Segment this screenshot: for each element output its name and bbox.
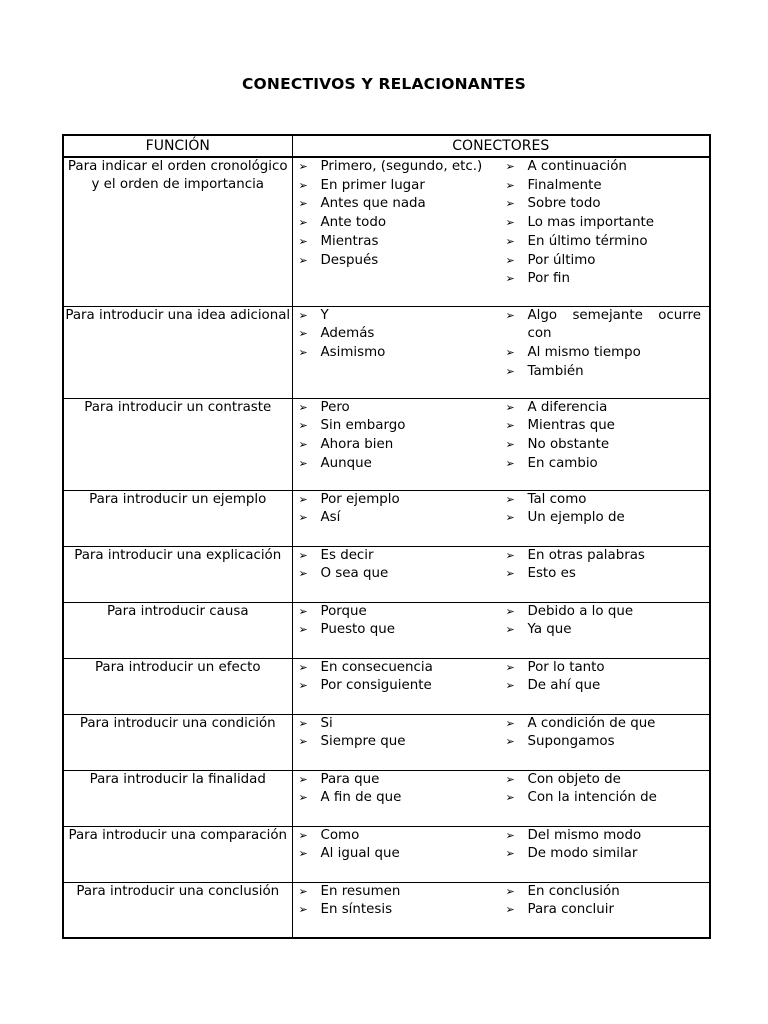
connector-item xyxy=(506,455,702,474)
function-cell: Para introducir la finalidad xyxy=(63,770,292,826)
arrow-bullet-icon: ➢ xyxy=(505,772,515,786)
connectors-cell xyxy=(292,826,710,882)
connector-list-left xyxy=(299,307,506,382)
function-cell: Para introducir una comparación xyxy=(63,826,292,882)
connector-text: Ahora bien xyxy=(320,436,394,452)
connectors-cell xyxy=(292,546,710,602)
connector-text: No obstante xyxy=(527,436,610,452)
connector-list-right xyxy=(506,883,702,920)
connector-item xyxy=(299,901,506,920)
connectors-cell xyxy=(292,306,710,398)
arrow-bullet-icon: ➢ xyxy=(505,456,515,470)
arrow-bullet-icon: ➢ xyxy=(298,735,308,749)
connector-text: Así xyxy=(320,510,341,526)
function-cell: Para introducir una condición xyxy=(63,714,292,770)
arrow-bullet-icon: ➢ xyxy=(298,160,308,173)
connector-list-left xyxy=(299,158,506,289)
connector-text: En cambio xyxy=(527,455,598,471)
arrow-bullet-icon: ➢ xyxy=(298,567,308,581)
connector-item xyxy=(506,195,702,214)
connector-text: Esto es xyxy=(527,566,576,582)
arrow-bullet-icon: ➢ xyxy=(298,234,308,248)
connector-item xyxy=(506,158,702,177)
connector-text: Antes que nada xyxy=(320,196,426,212)
connector-text: Supongamos xyxy=(527,734,615,750)
arrow-bullet-icon: ➢ xyxy=(298,604,308,618)
function-cell: Para introducir un ejemplo xyxy=(63,490,292,546)
connector-text: Primero, (segundo, etc.) xyxy=(320,159,483,174)
arrow-bullet-icon: ➢ xyxy=(298,772,308,786)
connector-item xyxy=(506,677,702,696)
connector-item xyxy=(299,733,506,752)
header-conectores: CONECTORES xyxy=(292,135,710,157)
arrow-bullet-icon: ➢ xyxy=(505,716,515,730)
connector-item xyxy=(506,307,702,344)
arrow-bullet-icon: ➢ xyxy=(298,660,308,674)
table-row xyxy=(63,882,710,938)
arrow-bullet-icon: ➢ xyxy=(505,419,515,433)
connectors-cell xyxy=(292,398,710,490)
table-body xyxy=(63,157,710,938)
arrow-bullet-icon: ➢ xyxy=(298,828,308,842)
arrow-bullet-icon: ➢ xyxy=(298,308,308,322)
connector-item xyxy=(299,771,506,790)
connector-list-right xyxy=(506,771,702,808)
connectors-cell xyxy=(292,602,710,658)
connector-text: Sin embargo xyxy=(320,418,406,434)
connector-item xyxy=(299,214,506,233)
arrow-bullet-icon: ➢ xyxy=(298,679,308,693)
connector-item xyxy=(299,827,506,846)
connector-text: Con objeto de xyxy=(527,771,621,787)
arrow-bullet-icon: ➢ xyxy=(298,178,308,192)
connector-text: En otras palabras xyxy=(527,547,645,563)
table-row xyxy=(63,546,710,602)
connector-item xyxy=(299,565,506,584)
connector-text: Además xyxy=(320,326,375,342)
connector-text: En conclusión xyxy=(527,883,620,899)
function-cell: Para introducir un efecto xyxy=(63,658,292,714)
connector-text: A diferencia xyxy=(527,399,608,415)
arrow-bullet-icon: ➢ xyxy=(298,847,308,861)
connector-item xyxy=(299,158,506,177)
connector-text: Por lo tanto xyxy=(527,659,605,675)
connector-text: En consecuencia xyxy=(320,659,433,675)
arrow-bullet-icon: ➢ xyxy=(505,178,515,192)
connector-text: Si xyxy=(320,715,333,731)
table-row xyxy=(63,714,710,770)
connector-text: Por fin xyxy=(527,271,570,287)
connector-text: Tal como xyxy=(527,491,587,507)
connector-item xyxy=(299,789,506,808)
arrow-bullet-icon: ➢ xyxy=(505,492,515,506)
connector-list-right xyxy=(506,158,702,289)
connector-text: Mientras xyxy=(320,233,379,249)
table-row xyxy=(63,602,710,658)
arrow-bullet-icon: ➢ xyxy=(505,197,515,211)
arrow-bullet-icon: ➢ xyxy=(298,903,308,917)
connectors-cell xyxy=(292,658,710,714)
connector-item xyxy=(299,491,506,510)
connector-list-right xyxy=(506,659,702,696)
connector-item xyxy=(506,363,702,382)
connector-text: Al igual que xyxy=(320,846,400,862)
connector-item xyxy=(299,325,506,344)
connector-text: Es decir xyxy=(320,547,374,563)
connector-list-left xyxy=(299,771,506,808)
arrow-bullet-icon: ➢ xyxy=(505,567,515,581)
connector-item xyxy=(299,252,506,271)
connector-text: De modo similar xyxy=(527,846,638,862)
arrow-bullet-icon: ➢ xyxy=(505,660,515,674)
connector-item xyxy=(299,603,506,622)
table-row xyxy=(63,770,710,826)
connector-text: Por ejemplo xyxy=(320,491,400,507)
function-cell: Para introducir una idea adicional xyxy=(63,306,292,398)
connector-text: Pero xyxy=(320,399,350,415)
connector-text: En síntesis xyxy=(320,902,393,918)
connectors-cell xyxy=(292,490,710,546)
document-title: CONECTIVOS Y RELACIONANTES xyxy=(241,75,527,93)
connector-item xyxy=(299,307,506,326)
arrow-bullet-icon: ➢ xyxy=(298,400,308,414)
connector-list-right xyxy=(506,491,702,528)
connector-text: En último término xyxy=(527,233,648,249)
arrow-bullet-icon: ➢ xyxy=(505,345,515,359)
connector-item xyxy=(299,677,506,696)
connector-text: Por último xyxy=(527,252,596,268)
arrow-bullet-icon: ➢ xyxy=(298,548,308,562)
connector-item xyxy=(506,509,702,528)
connector-text: A continuación xyxy=(527,159,627,174)
connector-item xyxy=(299,177,506,196)
connector-item xyxy=(299,845,506,864)
arrow-bullet-icon: ➢ xyxy=(505,234,515,248)
arrow-bullet-icon: ➢ xyxy=(298,623,308,637)
connector-list-left xyxy=(299,603,506,640)
connector-item xyxy=(506,344,702,363)
connector-text: Al mismo tiempo xyxy=(527,344,641,360)
function-cell: Para introducir causa xyxy=(63,602,292,658)
connectors-cell xyxy=(292,770,710,826)
connector-item xyxy=(506,270,702,289)
connector-item xyxy=(506,177,702,196)
connector-list-right xyxy=(506,399,702,474)
connector-item xyxy=(299,621,506,640)
connector-item xyxy=(506,436,702,455)
arrow-bullet-icon: ➢ xyxy=(298,511,308,525)
connector-item xyxy=(299,399,506,418)
function-cell: Para indicar el orden cronológico y el orden de importancia xyxy=(63,157,292,306)
arrow-bullet-icon: ➢ xyxy=(298,456,308,470)
connector-item xyxy=(506,491,702,510)
connector-item xyxy=(506,233,702,252)
connectors-cell xyxy=(292,157,710,306)
arrow-bullet-icon: ➢ xyxy=(298,197,308,211)
arrow-bullet-icon: ➢ xyxy=(298,716,308,730)
arrow-bullet-icon: ➢ xyxy=(298,884,308,898)
connector-text: O sea que xyxy=(320,566,389,582)
connector-item xyxy=(506,659,702,678)
arrow-bullet-icon: ➢ xyxy=(298,419,308,433)
arrow-bullet-icon: ➢ xyxy=(505,884,515,898)
connector-item xyxy=(506,715,702,734)
connector-item xyxy=(506,252,702,271)
function-cell: Para introducir un contraste xyxy=(63,398,292,490)
arrow-bullet-icon: ➢ xyxy=(505,623,515,637)
connector-item xyxy=(506,771,702,790)
connector-item xyxy=(506,733,702,752)
connector-item xyxy=(299,233,506,252)
connector-text: Aunque xyxy=(320,455,372,471)
connector-text: Debido a lo que xyxy=(527,603,634,619)
connector-item xyxy=(506,901,702,920)
connector-item xyxy=(506,883,702,902)
connector-item xyxy=(506,417,702,436)
connectors-table xyxy=(62,134,711,939)
arrow-bullet-icon: ➢ xyxy=(298,791,308,805)
arrow-bullet-icon: ➢ xyxy=(298,327,308,341)
arrow-bullet-icon: ➢ xyxy=(505,679,515,693)
table-header-row xyxy=(63,135,710,157)
connector-list-left xyxy=(299,491,506,528)
arrow-bullet-icon: ➢ xyxy=(505,735,515,749)
arrow-bullet-icon: ➢ xyxy=(505,511,515,525)
table-row xyxy=(63,398,710,490)
connector-text: Como xyxy=(320,827,360,843)
connector-item xyxy=(299,417,506,436)
connector-text: Para que xyxy=(320,771,380,787)
connectors-cell xyxy=(292,714,710,770)
connector-text: En resumen xyxy=(320,883,401,899)
connector-item xyxy=(506,789,702,808)
arrow-bullet-icon: ➢ xyxy=(505,216,515,230)
connector-text: Sobre todo xyxy=(527,196,601,212)
arrow-bullet-icon: ➢ xyxy=(505,791,515,805)
connector-text: Algo semejante ocurre con xyxy=(527,307,701,342)
function-cell: Para introducir una conclusión xyxy=(63,882,292,938)
connector-text: Siempre que xyxy=(320,734,406,750)
connector-item xyxy=(506,621,702,640)
connector-item xyxy=(299,436,506,455)
arrow-bullet-icon: ➢ xyxy=(505,400,515,414)
arrow-bullet-icon: ➢ xyxy=(298,253,308,267)
arrow-bullet-icon: ➢ xyxy=(298,437,308,451)
connector-text: Asimismo xyxy=(320,344,386,360)
connector-text: Y xyxy=(320,307,329,323)
connector-item xyxy=(506,845,702,864)
connector-list-right xyxy=(506,715,702,752)
connector-list-right xyxy=(506,827,702,864)
arrow-bullet-icon: ➢ xyxy=(505,828,515,842)
connector-text: Por consiguiente xyxy=(320,678,432,694)
connector-list-right xyxy=(506,603,702,640)
connector-text: También xyxy=(527,363,584,379)
arrow-bullet-icon: ➢ xyxy=(505,364,515,378)
connector-list-left xyxy=(299,659,506,696)
arrow-bullet-icon: ➢ xyxy=(505,272,515,286)
connector-list-left xyxy=(299,883,506,920)
connector-item xyxy=(299,883,506,902)
connectors-cell xyxy=(292,882,710,938)
arrow-bullet-icon: ➢ xyxy=(298,216,308,230)
connector-text: En primer lugar xyxy=(320,177,425,193)
connector-text: Porque xyxy=(320,603,367,619)
connector-list-right xyxy=(506,307,702,382)
connector-list-left xyxy=(299,399,506,474)
arrow-bullet-icon: ➢ xyxy=(505,308,515,322)
connector-list-left xyxy=(299,547,506,584)
connector-text: Mientras que xyxy=(527,418,615,434)
connector-list-left xyxy=(299,715,506,752)
connector-text: Puesto que xyxy=(320,622,395,638)
arrow-bullet-icon: ➢ xyxy=(505,253,515,267)
connector-item xyxy=(299,659,506,678)
connector-text: A condición de que xyxy=(527,715,656,731)
connector-text: Finalmente xyxy=(527,177,602,193)
arrow-bullet-icon: ➢ xyxy=(505,160,515,173)
arrow-bullet-icon: ➢ xyxy=(505,847,515,861)
arrow-bullet-icon: ➢ xyxy=(505,604,515,618)
table-row xyxy=(63,157,710,306)
connector-list-right xyxy=(506,547,702,584)
connector-text: Después xyxy=(320,252,379,268)
connector-text: Lo mas importante xyxy=(527,215,655,231)
connector-text: A fin de que xyxy=(320,790,402,806)
connector-item xyxy=(299,547,506,566)
connector-item xyxy=(506,565,702,584)
connector-text: Un ejemplo de xyxy=(527,510,625,526)
connector-text: Con la intención de xyxy=(527,790,657,806)
table-row xyxy=(63,658,710,714)
connector-text: Ante todo xyxy=(320,215,387,231)
arrow-bullet-icon: ➢ xyxy=(505,548,515,562)
connector-item xyxy=(506,214,702,233)
table-row xyxy=(63,826,710,882)
connector-text: Del mismo modo xyxy=(527,827,642,843)
arrow-bullet-icon: ➢ xyxy=(505,903,515,917)
connector-list-left xyxy=(299,827,506,864)
arrow-bullet-icon: ➢ xyxy=(298,345,308,359)
connector-item xyxy=(299,715,506,734)
connector-item xyxy=(299,195,506,214)
connector-text: Para concluir xyxy=(527,902,614,918)
connector-item xyxy=(506,827,702,846)
connector-item xyxy=(506,399,702,418)
connector-text: Ya que xyxy=(527,622,572,638)
connector-item xyxy=(299,344,506,363)
arrow-bullet-icon: ➢ xyxy=(298,492,308,506)
table-row xyxy=(63,490,710,546)
connector-text: De ahí que xyxy=(527,678,601,694)
function-cell: Para introducir una explicación xyxy=(63,546,292,602)
table-row xyxy=(63,306,710,398)
connector-item xyxy=(299,455,506,474)
connector-item xyxy=(299,509,506,528)
connector-item xyxy=(506,547,702,566)
arrow-bullet-icon: ➢ xyxy=(505,437,515,451)
connector-item xyxy=(506,603,702,622)
header-funcion: FUNCIÓN xyxy=(63,135,292,157)
